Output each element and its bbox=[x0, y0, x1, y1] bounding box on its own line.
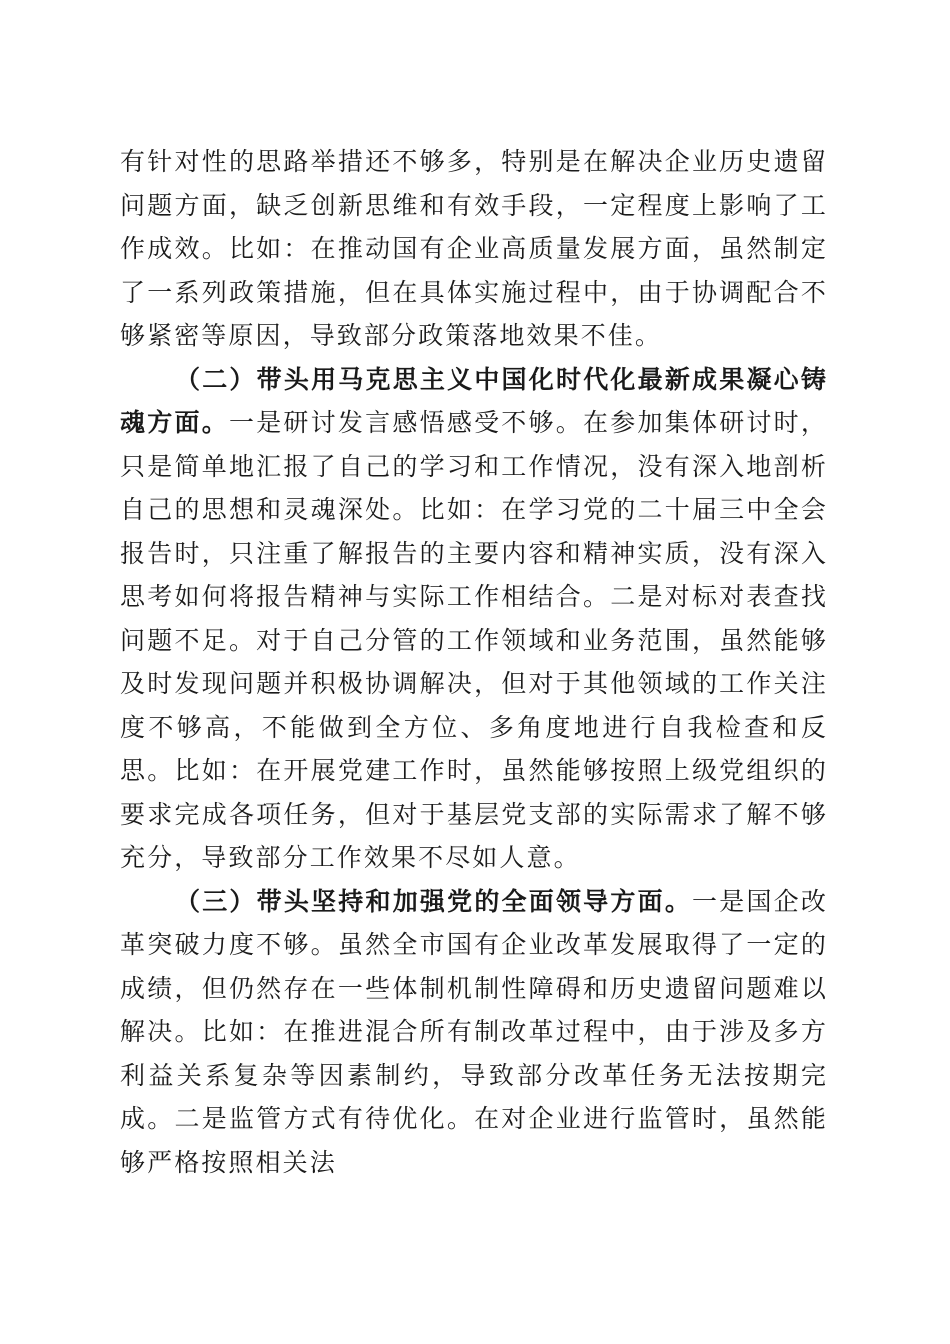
section-3-text: 一是国企改革突破力度不够。虽然全市国有企业改革发展取得了一定的成绩，但仍然存在一些体制机制性障碍和历史遗留问题难以解决。比如：在推进混合所有制改革过程中，由于涉及多方利益关系复杂等因素制约，导致部分改革任务无法按期完成。二是监管方式有待优化。在对企业进行监管时，虽然能够严格按照相关法 bbox=[120, 886, 828, 1177]
paragraph-1-text: 有针对性的思路举措还不够多，特别是在解决企业历史遗留问题方面，缺乏创新思维和有效手段，一定程度上影响了工作成效。比如：在推动国有企业高质量发展方面，虽然制定了一系列政策措施，但在具体实施过程中，由于协调配合不够紧密等原因，导致部分政策落地效果不佳。 bbox=[120, 147, 828, 350]
section-3-heading: （三）带头坚持和加强党的全面领导方面。 bbox=[175, 886, 693, 916]
section-2-heading: （二）带头用马克思主义中国化时代化最新成果凝心铸魂方面。 bbox=[120, 364, 828, 437]
section-2-text: 一是研讨发言感悟感受不够。在参加集体研讨时，只是简单地汇报了自己的学习和工作情况，没有深入地剖析自己的思想和灵魂深处。比如：在学习党的二十届三中全会报告时，只注重了解报告的主要内容和精神实质，没有深入思考如何将报告精神与实际工作相结合。二是对标对表查找问题不足。对于自己分管的工作领域和业务范围，虽然能够及时发现问题并积极协调解决，但对于其他领域的工作关注度不够高，不能做到全方位、多角度地进行自我检查和反思。比如：在开展党建工作时，虽然能够按照上级党组织的要求完成各项任务，但对于基层党支部的实际需求了解不够充分，导致部分工作效果不尽如人意。 bbox=[120, 408, 829, 872]
paragraph-section-2 bbox=[120, 358, 828, 880]
paragraph-continuation bbox=[120, 140, 828, 358]
document-page bbox=[120, 140, 828, 1184]
paragraph-section-3 bbox=[120, 880, 828, 1185]
